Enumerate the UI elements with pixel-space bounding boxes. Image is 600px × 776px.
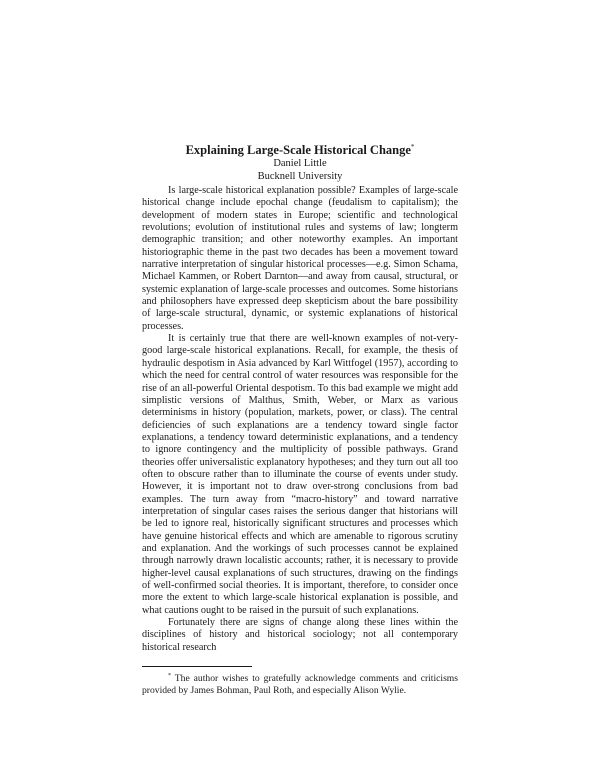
title-text: Explaining Large-Scale Historical Change <box>185 143 411 158</box>
title-footnote-marker: * <box>410 143 415 151</box>
footnote-separator <box>142 666 252 667</box>
body-paragraph-3: Fortunately there are signs of change along these lines within the disciplines of history and historical sociology; not all contemporary historical research <box>142 617 458 653</box>
body-paragraph-2: It is certainly true that there are well-known examples of not-very-good large-scale historical explanations. Recall, for example, the thesis of hydraulic despotism in Asia advanced by Karl Wittfogel (1957), according to which the need for central control of water resources was responsible for the rise of an all-powerful Oriental despotism. To this bad example we might add simplistic versions of Malthus, Smith, Weber, or Marx as various determinisms in history (population, markets, power, or class). The central deficiencies of such explanations are a tendency toward single factor explanations, a tendency toward deterministic explanations, and a tendency to ignore contingency and the multiplicity of possible pathways. Grand theories offer universalistic explanatory hypotheses; and they turn out all too often to obscure rather than to illuminate the course of events under study. However, it is important not to draw over-strong conclusions from bad examples. The turn away from “macro-history” and toward narrative interpretation of singular cases raises the serious danger that historians will be led to ignore real, historically significant structures and processes which have genuine historical effects and which are amenable to rigorous scrutiny and explanation. And the workings of such processes cannot be explained through narrowly drawn localistic accounts; rather, it is necessary to provide higher-level causal explanations of such structures, drawing on the findings of well-confirmed social theories. It is important, therefore, to consider once more the extent to which large-scale historical explanation is possible, and what cautions ought to be raised in the pursuit of such explanations. <box>142 333 458 616</box>
paper-body <box>142 185 458 654</box>
author-name: Daniel Little <box>273 158 327 170</box>
footnote-text: The author wishes to gratefully acknowledge comments and criticisms provided by James Bohman, Paul Roth, and especially Alison Wylie. <box>142 673 458 697</box>
paper-header <box>0 140 600 183</box>
footnote <box>142 670 458 697</box>
paper-title <box>0 140 600 158</box>
body-paragraph-1: Is large-scale historical explanation possible? Examples of large-scale historical change include epochal change (feudalism to capitalism); the development of modern states in Europe; scientific and technological revolutions; evolution of institutional rules and systems of law; longterm demographic transition; and other noteworthy examples. An important historiographic theme in the past two decades has been a movement toward narrative interpretation of singular historical processes—e.g. Simon Schama, Michael Kammen, or Robert Darnton—and away from causal, structural, or systemic explanation of large-scale processes and outcomes. Some historians and philosophers have expressed deep skepticism about the bare possibility of large-scale structural, dynamic, or systemic explanations of historical processes. <box>142 185 458 332</box>
author-affiliation: Bucknell University <box>257 170 343 182</box>
footnote-marker: * <box>168 673 171 679</box>
footnote-paragraph <box>142 670 458 697</box>
